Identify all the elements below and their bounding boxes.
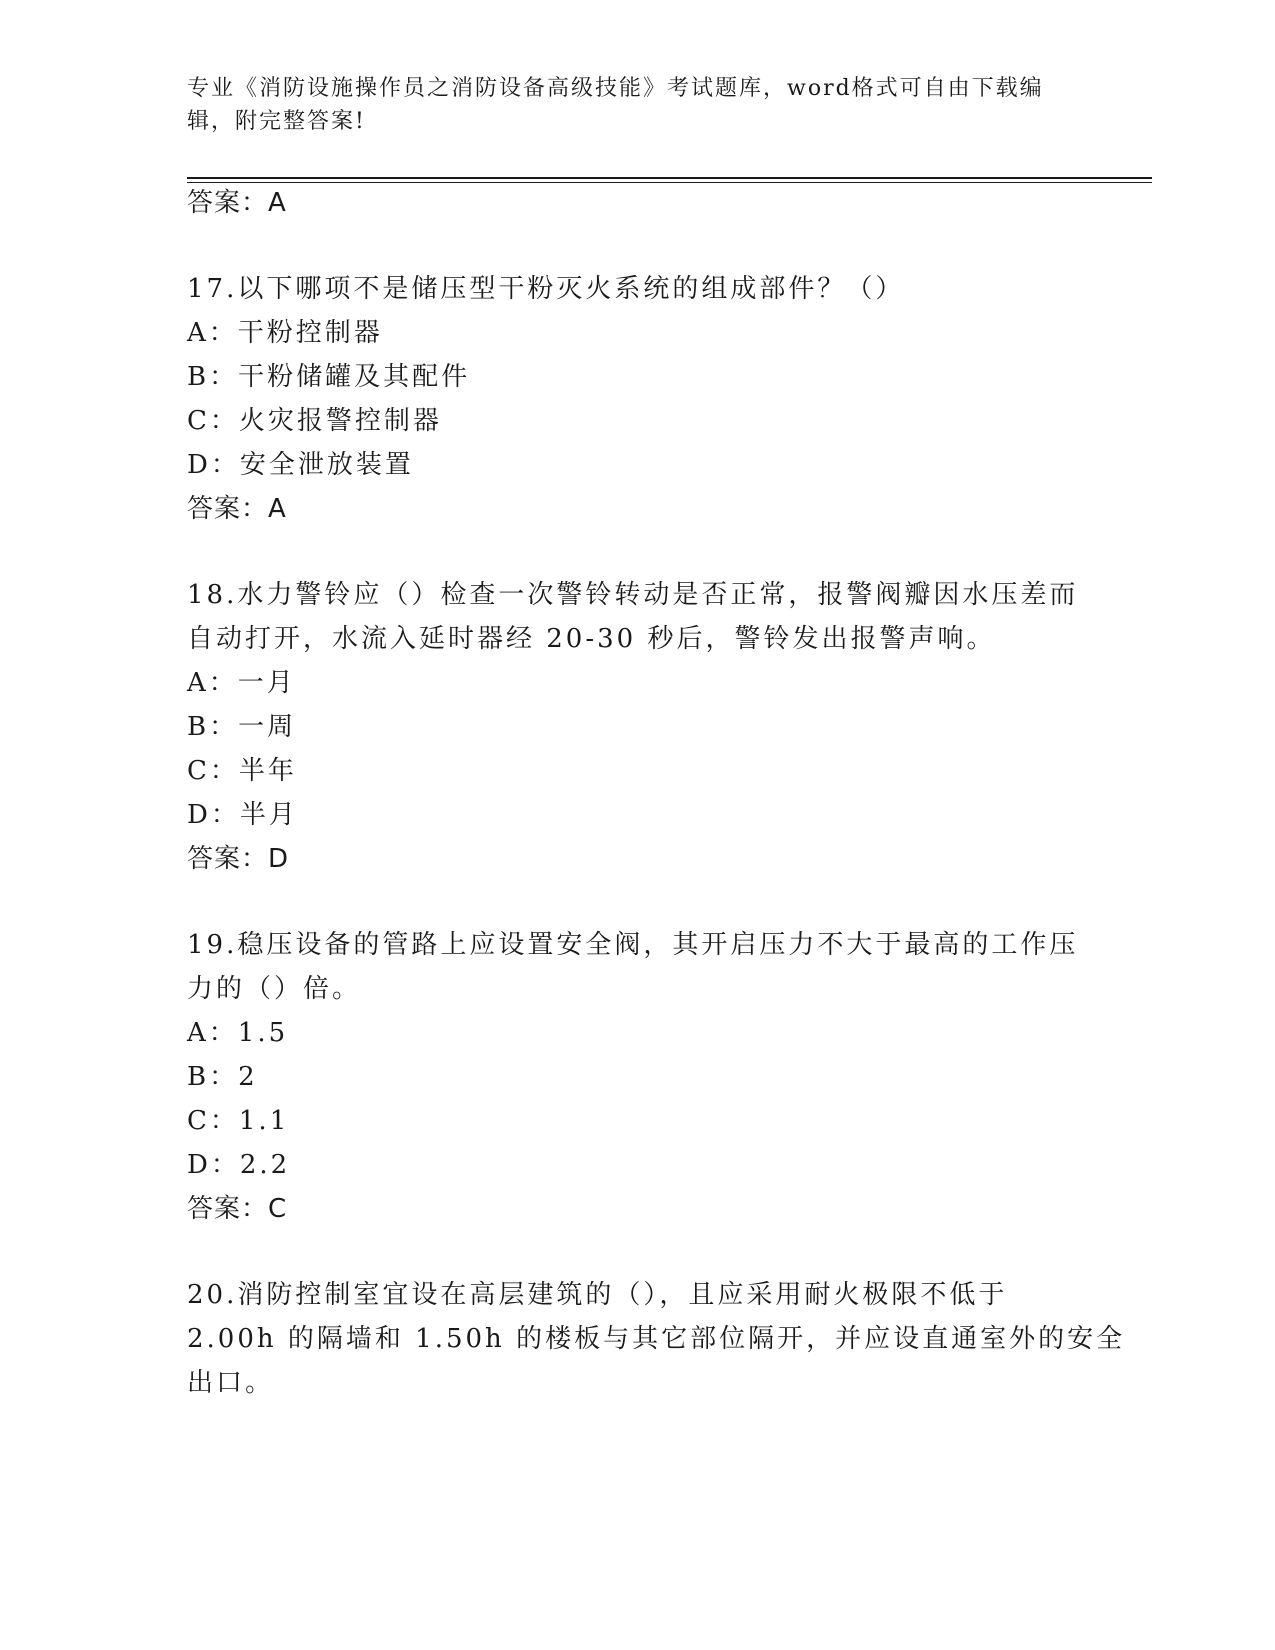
question-18-stem-line-2: 自动打开，水流入延时器经 20-30 秒后，警铃发出报警声响。 [187, 624, 996, 654]
question-19-answer: 答案：C [187, 1194, 288, 1224]
question-18-option-a: A：一月 [187, 668, 296, 698]
document-header [187, 72, 1087, 138]
question-19-option-d: D：2.2 [187, 1150, 291, 1180]
question-19-option-c: C：1.1 [187, 1106, 290, 1136]
question-20-stem-line-1: 20.消防控制室宜设在高层建筑的（），且应采用耐火极限不低于 [187, 1280, 1008, 1310]
question-19-option-a: A：1.5 [187, 1018, 289, 1048]
question-19-stem-line-1: 19.稳压设备的管路上应设置安全阀，其开启压力不大于最高的工作压 [187, 930, 1079, 960]
answer-line: 答案：A [187, 188, 287, 218]
question-20-stem-line-3: 出口。 [187, 1368, 275, 1398]
question-18-option-c: C：半年 [187, 756, 297, 786]
question-17-option-d: D：安全泄放装置 [187, 450, 414, 480]
header-line-1: 专业《消防设施操作员之消防设备高级技能》考试题库，word格式可自由下载编 [187, 76, 1044, 101]
question-18-stem-line-1: 18.水力警铃应（）检查一次警铃转动是否正常，报警阀瓣因水压差而 [187, 580, 1079, 610]
question-18-option-d: D：半月 [187, 800, 298, 830]
question-17-answer: 答案：A [187, 494, 287, 524]
header-line-2: 辑，附完整答案! [187, 109, 366, 134]
question-17-stem: 17.以下哪项不是储压型干粉灭火系统的组成部件？（） [187, 274, 905, 304]
question-17-option-c: C：火灾报警控制器 [187, 406, 442, 436]
question-17-option-b: B：干粉储罐及其配件 [187, 362, 471, 392]
question-18-answer: 答案：D [187, 844, 290, 874]
question-17-option-a: A：干粉控制器 [187, 318, 383, 348]
question-19-stem-line-2: 力的（）倍。 [187, 974, 362, 1004]
question-20-stem-line-2: 2.00h 的隔墙和 1.50h 的楼板与其它部位隔开，并应设直通室外的安全 [187, 1324, 1126, 1354]
header-divider-thin [187, 182, 1152, 183]
question-18-option-b: B：一周 [187, 712, 297, 742]
header-divider-thick [187, 177, 1152, 179]
question-19-option-b: B：2 [187, 1062, 258, 1092]
